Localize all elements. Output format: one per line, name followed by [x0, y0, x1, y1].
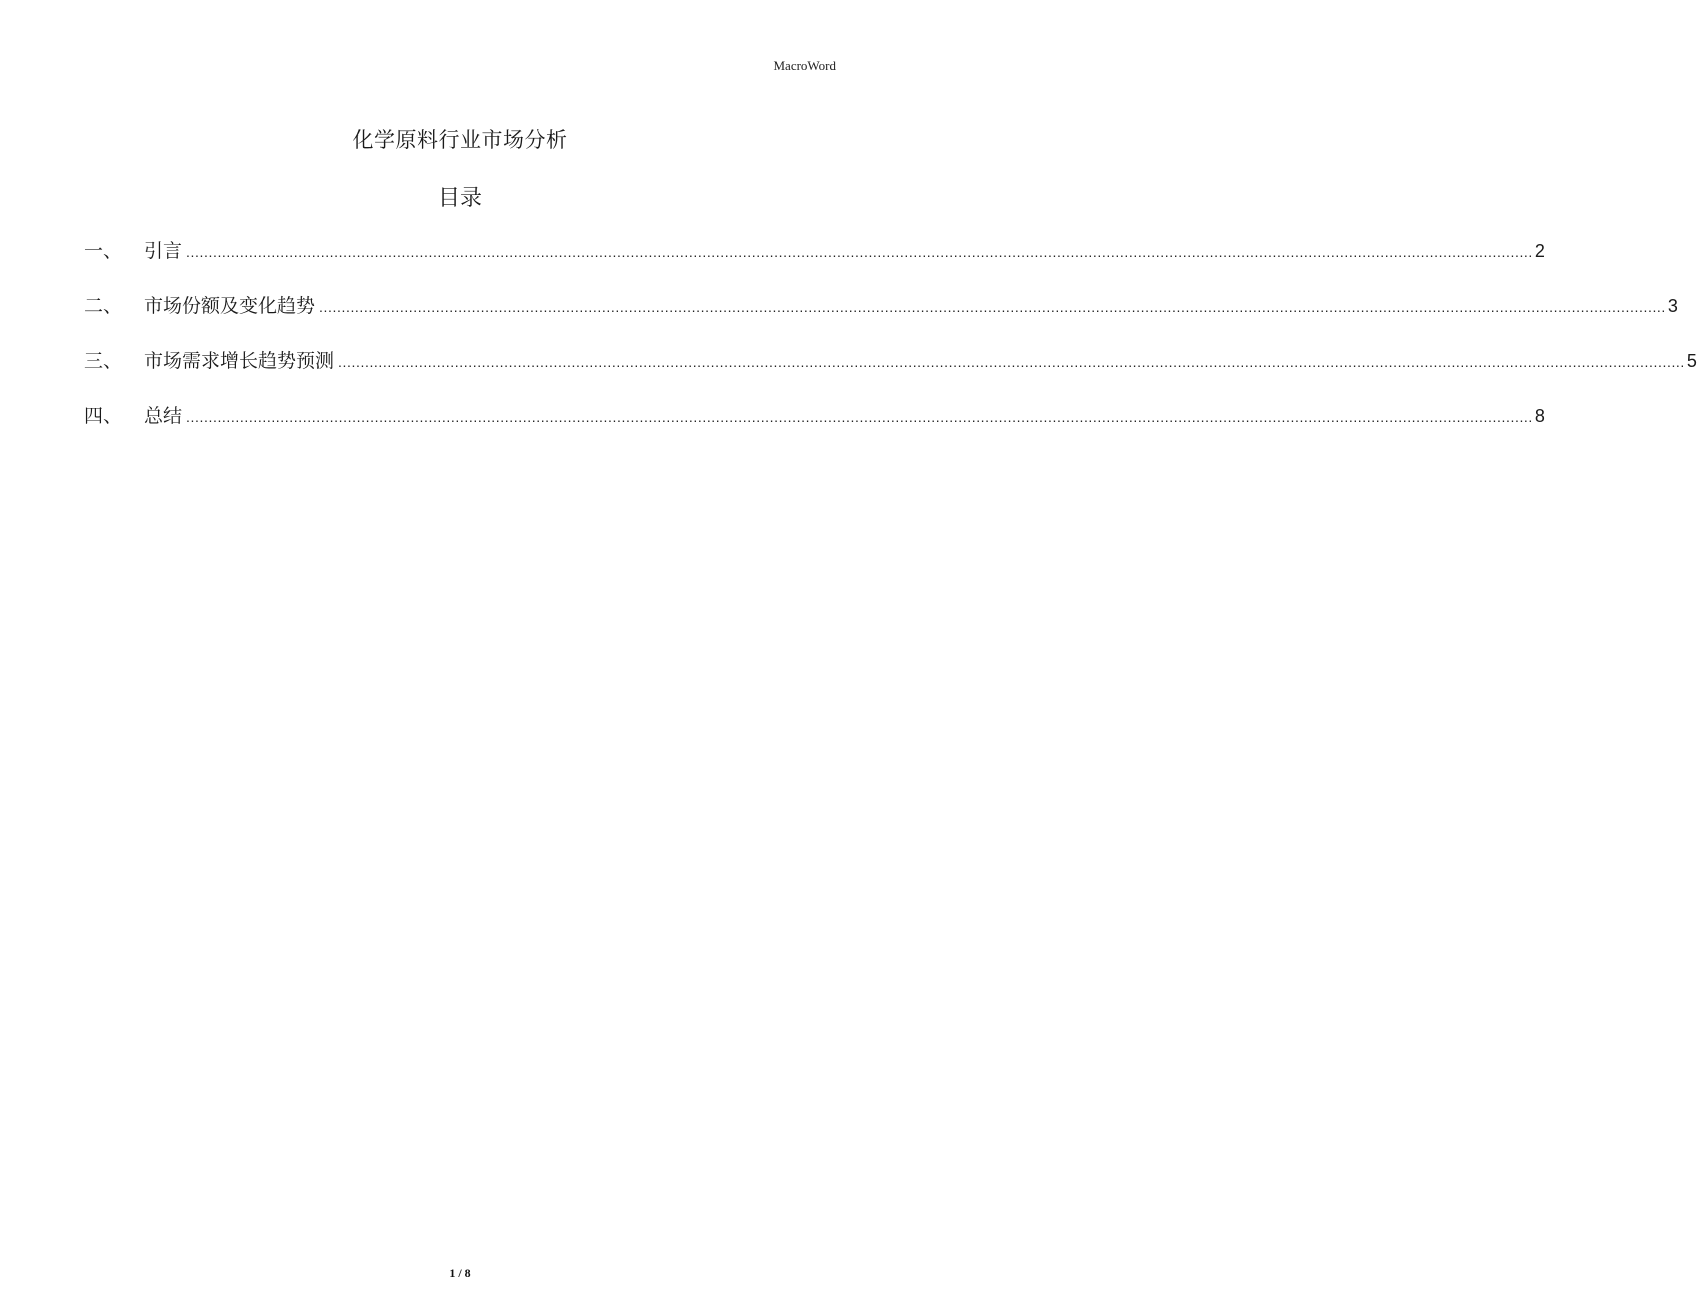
- toc-entry-title: 市场份额及变化趋势: [144, 295, 316, 317]
- toc-heading: 目录: [437, 186, 482, 211]
- toc-entry-title: 总结: [144, 405, 183, 427]
- document-title: 化学原料行业市场分析: [352, 128, 568, 152]
- toc-entry-page: 8: [1534, 406, 1545, 426]
- toc-dot-leader: ............................................................................................................................................................................................................................................................................................................: [186, 409, 1533, 425]
- header-brand: MacroWord: [773, 58, 836, 73]
- toc-dot-leader: ............................................................................................................................................................................................................................................................................................................: [319, 299, 1666, 315]
- toc-dot-leader: ............................................................................................................................................................................................................................................................................................................: [186, 244, 1533, 260]
- toc-entry-title: 市场需求增长趋势预测: [144, 350, 335, 372]
- page-number-footer: 1 / 8: [449, 1266, 471, 1280]
- toc-entry-number: 四、: [84, 405, 123, 427]
- toc-entry-page: 3: [1667, 296, 1678, 316]
- toc-entry-introduction[interactable]: [84, 236, 1545, 291]
- toc-entry-summary[interactable]: [84, 401, 1545, 456]
- toc-entry-number: 三、: [84, 350, 123, 372]
- toc-entry-title: 引言: [144, 240, 183, 262]
- toc-entry-demand-forecast[interactable]: [84, 346, 1697, 401]
- toc-entry-number: 二、: [84, 295, 123, 317]
- toc-entry-page: 2: [1534, 241, 1545, 261]
- toc-entry-page: 5: [1686, 351, 1697, 371]
- table-of-contents: [84, 236, 1697, 456]
- toc-entry-market-share[interactable]: [84, 291, 1678, 346]
- toc-dot-leader: ............................................................................................................................................................................................................................................................................................................: [338, 354, 1685, 370]
- toc-entry-number: 一、: [84, 240, 123, 262]
